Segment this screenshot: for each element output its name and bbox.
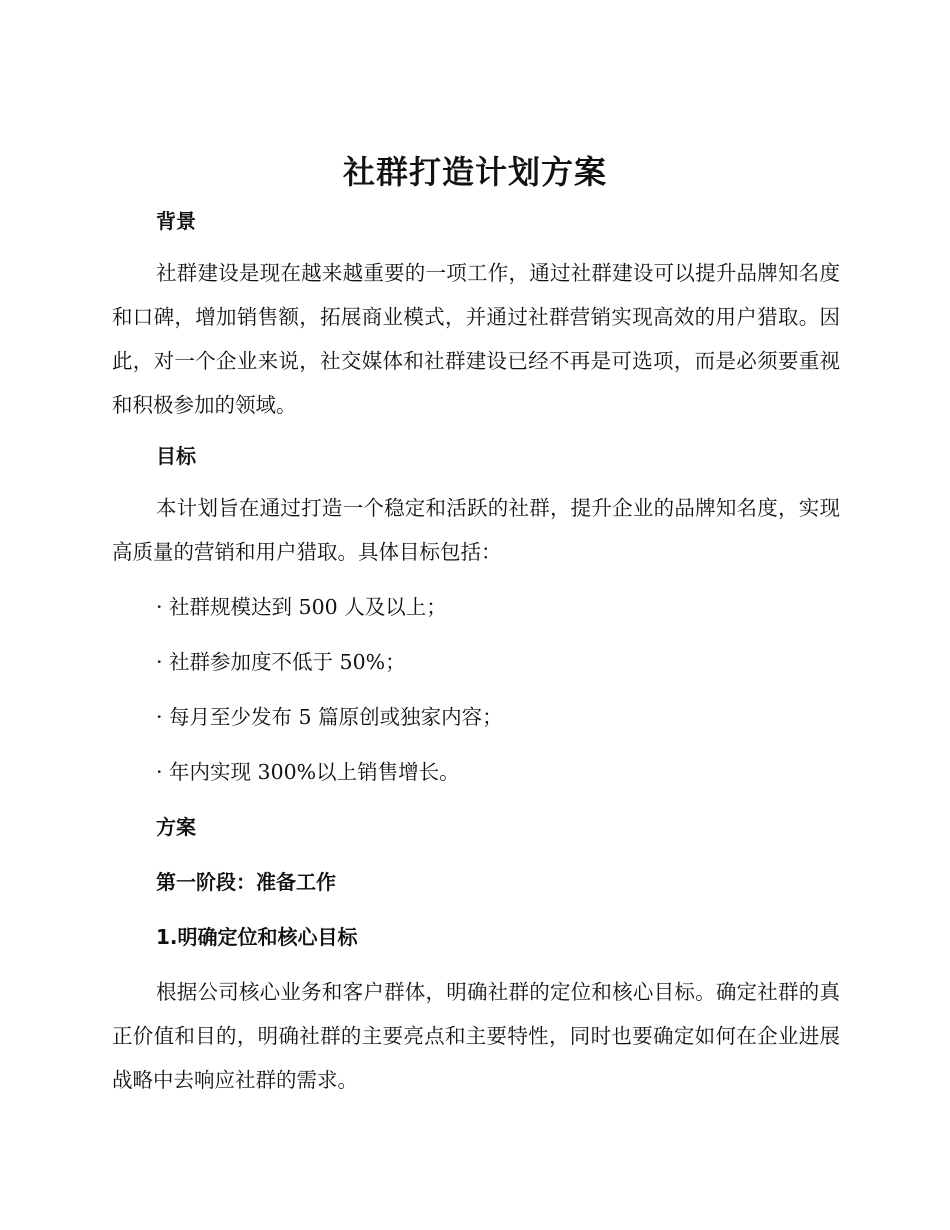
subheading-phase-1: 第一阶段：准备工作 [156, 870, 336, 894]
goal-list-item: · 每月至少发布 5 篇原创或独家内容； [156, 705, 503, 729]
goal-list-item: · 社群规模达到 500 人及以上； [156, 595, 447, 619]
section-heading-plan: 方案 [156, 815, 196, 839]
subheading-step-1: 1.明确定位和核心目标 [156, 925, 358, 949]
goal-list-item: · 年内实现 300%以上销售增长。 [156, 760, 460, 784]
paragraph-goal: 本计划旨在通过打造一个稳定和活跃的社群，提升企业的品牌知名度，实现高质量的营销和用户猎取。具体目标包括： [112, 496, 840, 564]
section-heading-background: 背景 [156, 209, 196, 233]
paragraph-background: 社群建设是现在越来越重要的一项工作，通过社群建设可以提升品牌知名度和口碑，增加销售额，拓展商业模式，并通过社群营销实现高效的用户猎取。因此，对一个企业来说，社交媒体和社群建设已经不再是可选项，而是必须要重视和积极参加的领域。 [112, 261, 840, 417]
paragraph-step-1: 根据公司核心业务和客户群体，明确社群的定位和核心目标。确定社群的真正价值和目的，明确社群的主要亮点和主要特性，同时也要确定如何在企业进展战略中去响应社群的需求。 [112, 980, 840, 1092]
section-heading-goal: 目标 [156, 444, 196, 468]
goal-list-item: · 社群参加度不低于 50%； [156, 650, 406, 674]
page-title: 社群打造计划方案 [342, 153, 607, 191]
